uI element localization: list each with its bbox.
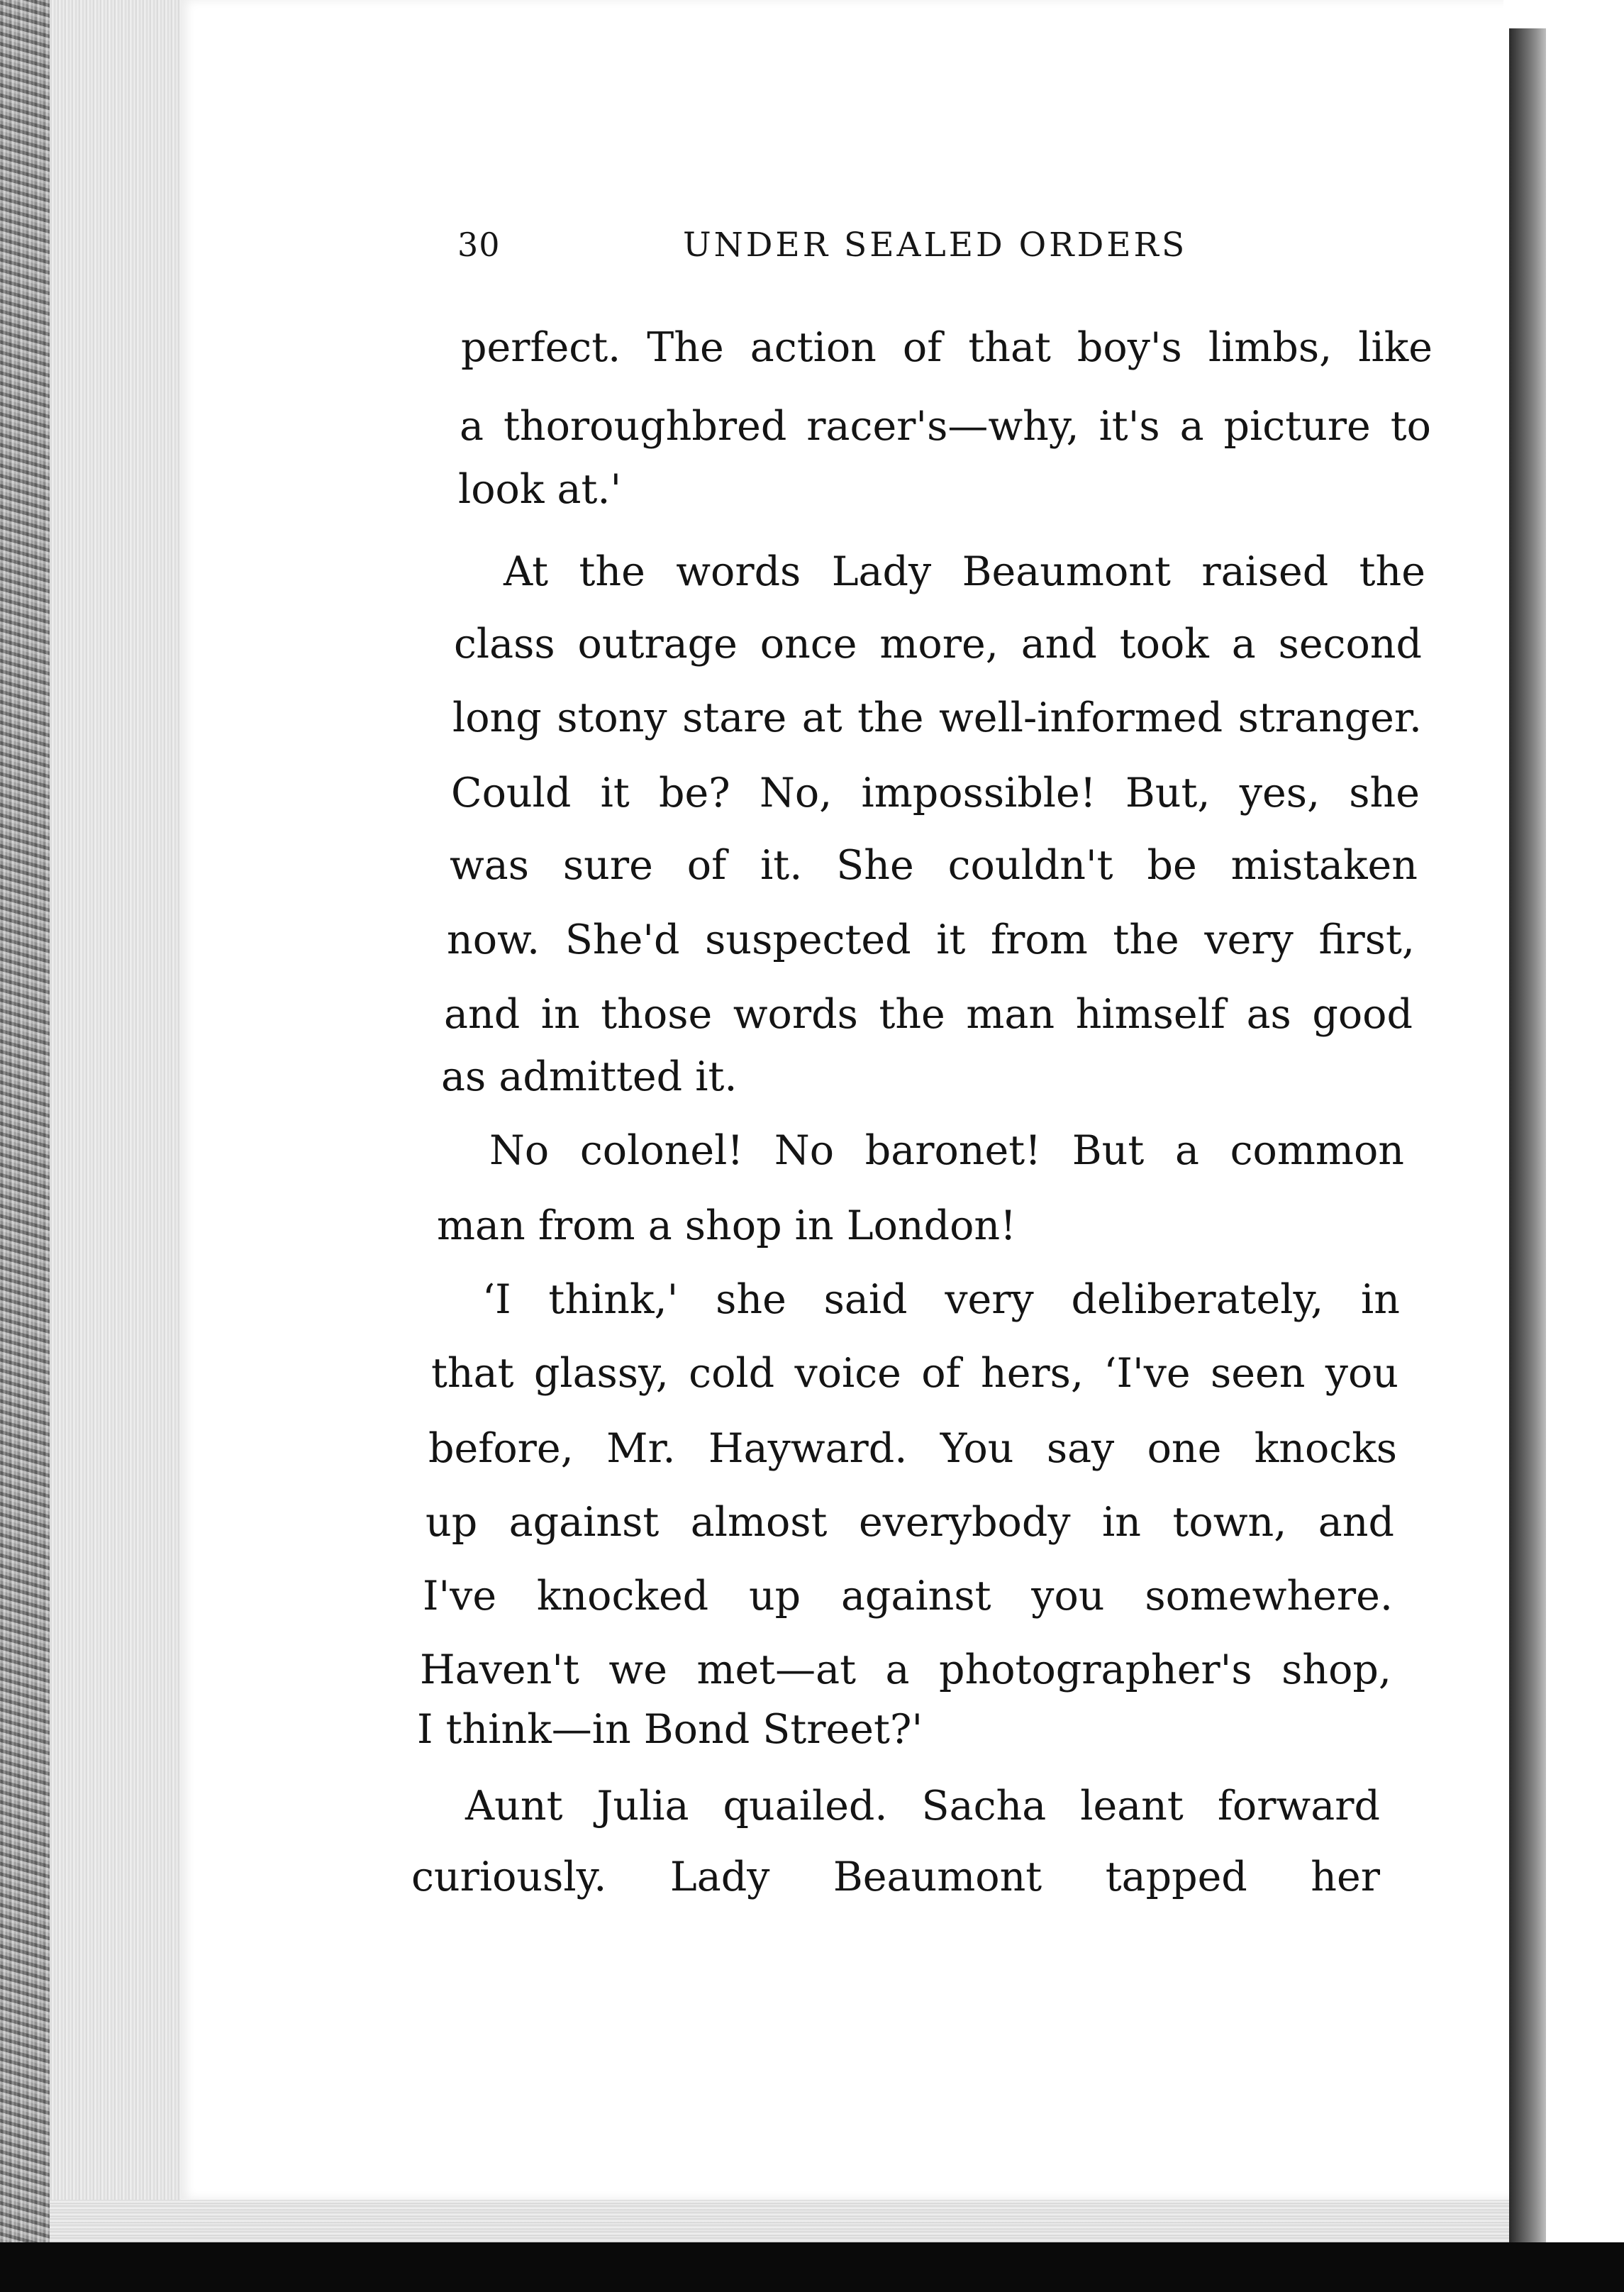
text-line: Could it be? No, impossible! But, yes, she: [451, 770, 1420, 816]
text-line: I've knocked up against you somewhere.: [423, 1573, 1393, 1620]
text-line: look at.': [458, 466, 622, 513]
text-line: long stony stare at the well-informed stranger.: [452, 694, 1422, 741]
text-line: curiously. Lady Beaumont tapped her: [411, 1854, 1380, 1900]
text-line: perfect. The action of that boy's limbs, like: [461, 324, 1433, 371]
text-line: and in those words the man himself as good: [444, 991, 1413, 1038]
text-line: man from a shop in London!: [437, 1202, 1017, 1249]
text-line: that glassy, cold voice of hers, ‘I've seen you: [431, 1350, 1398, 1397]
text-line: now. She'd suspected it from the very first,: [447, 917, 1415, 963]
text-line: No colonel! No baronet! But a common: [489, 1127, 1404, 1174]
text-line: class outrage once more, and took a second: [454, 621, 1422, 668]
text-line: At the words Lady Beaumont raised the: [504, 548, 1425, 595]
running-title: UNDER SEALED ORDERS: [683, 226, 1188, 265]
text-line: Haven't we met—at a photographer's shop,: [420, 1646, 1391, 1693]
text-line: I think—in Bond Street?': [417, 1706, 923, 1753]
text-line: before, Mr. Hayward. You say one knocks: [428, 1425, 1397, 1472]
text-line: Aunt Julia quailed. Sacha leant forward: [465, 1783, 1380, 1829]
text-line: up against almost everybody in town, and: [426, 1499, 1394, 1546]
text-line: was sure of it. She couldn't be mistaken: [450, 842, 1418, 889]
page-number: 30: [457, 226, 501, 264]
text-line: a thoroughbred racer's—why, it's a picture to: [460, 403, 1431, 450]
text-line: ‘I think,' she said very deliberately, in: [482, 1276, 1400, 1323]
text-line: as admitted it.: [441, 1053, 738, 1100]
